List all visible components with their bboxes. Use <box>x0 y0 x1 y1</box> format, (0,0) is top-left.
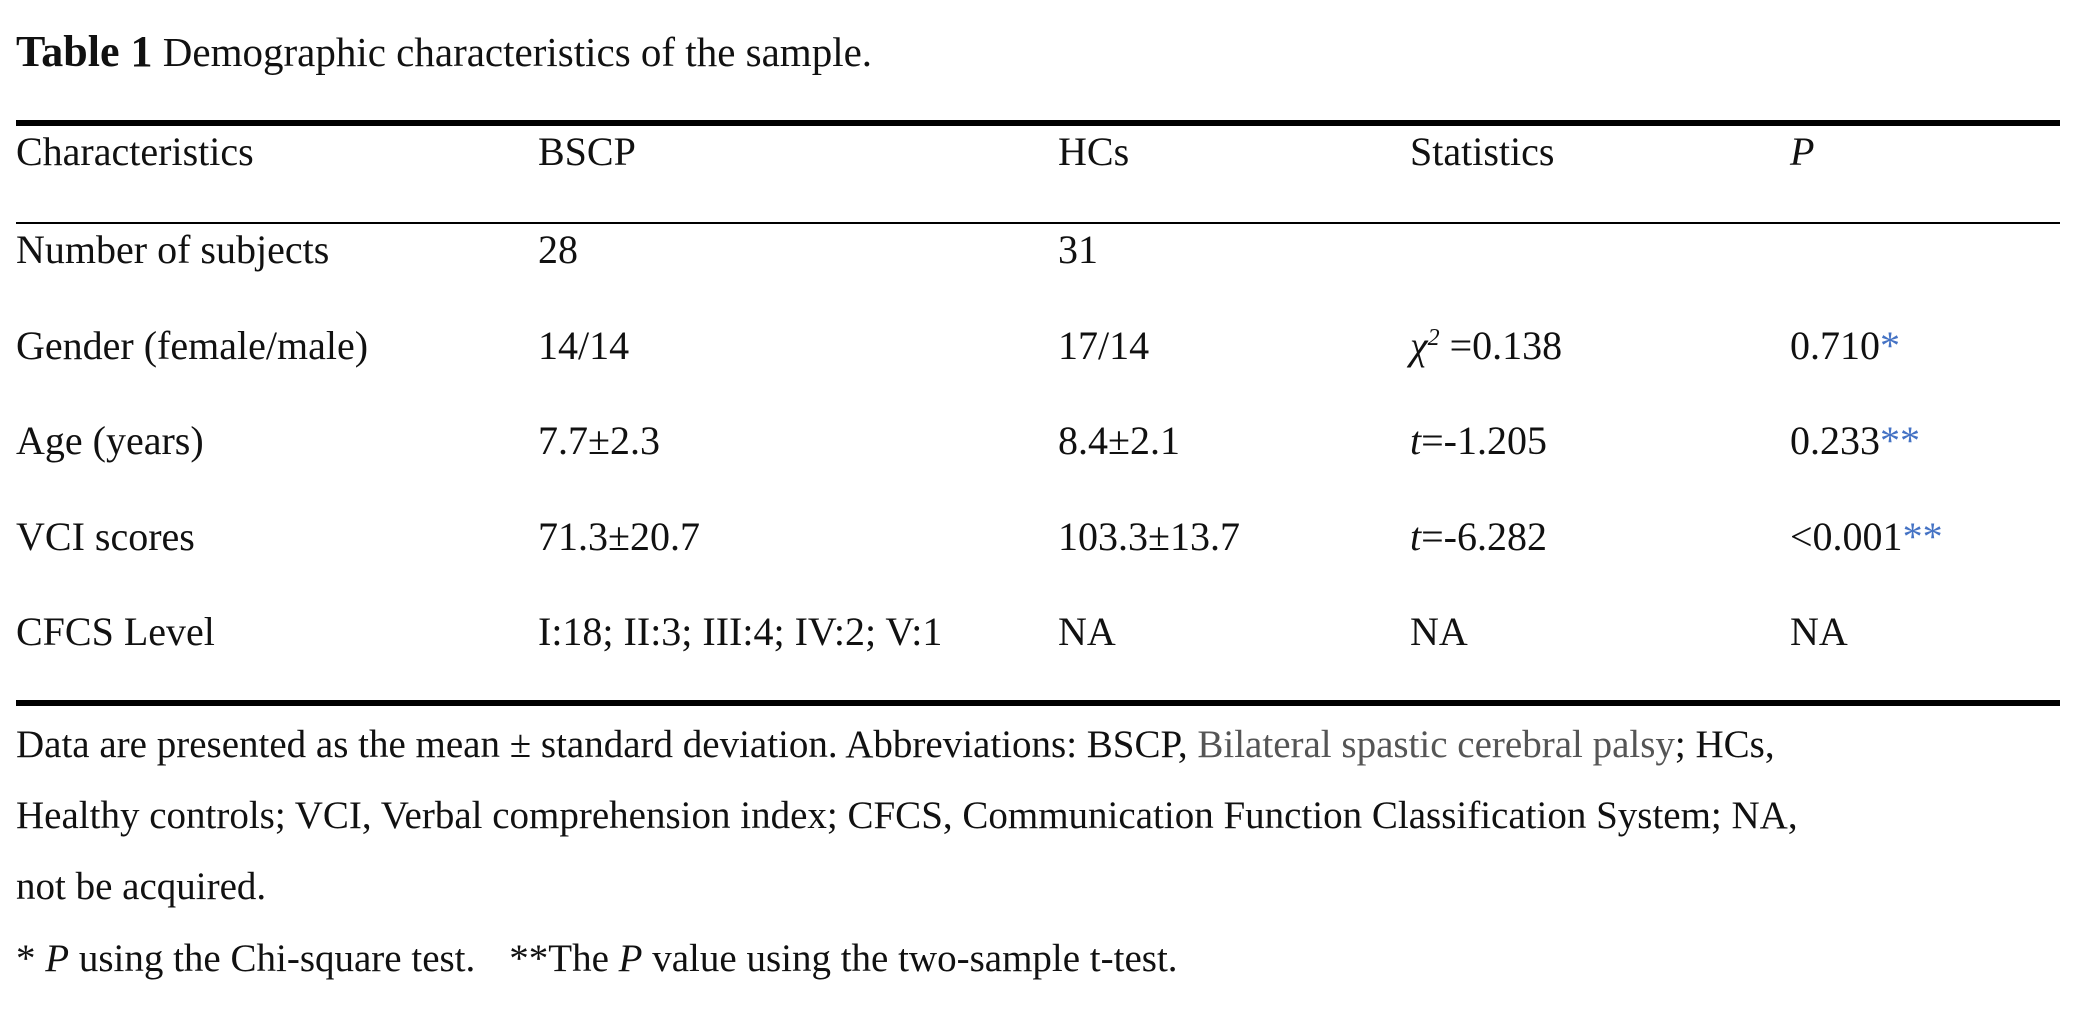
chi-exponent: 2 <box>1427 325 1440 351</box>
table-note-line-3: not be acquired. <box>16 865 267 908</box>
header-p-label: P <box>1790 129 1815 174</box>
table-label: Table 1 <box>16 27 153 76</box>
table-caption <box>16 22 872 82</box>
footnote-a-p: P <box>45 937 70 980</box>
header-characteristics: Characteristics <box>16 129 254 174</box>
note-text: ; HCs, <box>1674 723 1775 766</box>
row-vci-statistic <box>1410 512 1547 562</box>
note-text: Data are presented as the mean ± standard deviation. Abbreviations: BSCP, <box>16 723 1198 766</box>
significance-marker: * <box>1880 323 1900 368</box>
table-note-line-1 <box>16 720 1775 770</box>
significance-marker: ** <box>1880 418 1920 463</box>
row-cfcs-statistic: NA <box>1410 609 1468 654</box>
footnote-b-text: value using the two-sample t-test. <box>642 937 1178 980</box>
p-value: <0.001 <box>1790 514 1903 559</box>
row-gender-hcs: 17/14 <box>1058 323 1150 368</box>
table-title: Demographic characteristics of the sample. <box>152 29 873 75</box>
footnote-b-prefix: **The <box>509 937 619 980</box>
header-bscp: BSCP <box>538 129 636 174</box>
footnote-b-p: P <box>618 937 643 980</box>
note-bscp-definition: Bilateral spastic cerebral palsy <box>1197 723 1675 766</box>
row-subjects-characteristic: Number of subjects <box>16 227 330 272</box>
row-age-bscp: 7.7±2.3 <box>538 418 660 463</box>
row-gender-p <box>1790 321 1900 371</box>
row-subjects-bscp: 28 <box>538 227 578 272</box>
footnote-a-prefix: * <box>16 937 46 980</box>
table-header-rule <box>16 222 2060 224</box>
header-p <box>1790 127 1814 177</box>
t-value: =-1.205 <box>1421 418 1548 463</box>
footnote-a-text: using the Chi-square test. <box>69 937 476 980</box>
table-bottom-rule <box>16 700 2060 706</box>
row-vci-characteristic: VCI scores <box>16 514 195 559</box>
table-note-line-2: Healthy controls; VCI, Verbal comprehension index; CFCS, Communication Function Classification System; NA, <box>16 794 1798 837</box>
row-cfcs-characteristic: CFCS Level <box>16 609 215 654</box>
chi-value: =0.138 <box>1439 323 1563 368</box>
row-cfcs-hcs: NA <box>1058 609 1116 654</box>
row-gender-bscp: 14/14 <box>538 323 630 368</box>
row-age-characteristic: Age (years) <box>16 418 204 463</box>
row-gender-statistic <box>1410 321 1562 371</box>
t-symbol: t <box>1410 514 1422 559</box>
t-value: =-6.282 <box>1421 514 1548 559</box>
row-vci-p <box>1790 512 1943 562</box>
row-age-hcs: 8.4±2.1 <box>1058 418 1180 463</box>
row-age-p <box>1790 416 1920 466</box>
p-value: 0.233 <box>1790 418 1880 463</box>
row-cfcs-bscp: I:18; II:3; III:4; IV:2; V:1 <box>538 609 943 654</box>
table-footnotes <box>16 934 1178 984</box>
row-vci-bscp: 71.3±20.7 <box>538 514 700 559</box>
header-hcs: HCs <box>1058 129 1130 174</box>
chi-symbol: χ <box>1410 323 1428 368</box>
row-gender-characteristic: Gender (female/male) <box>16 323 369 368</box>
row-vci-hcs: 103.3±13.7 <box>1058 514 1240 559</box>
p-value: 0.710 <box>1790 323 1880 368</box>
t-symbol: t <box>1410 418 1422 463</box>
row-subjects-hcs: 31 <box>1058 227 1098 272</box>
header-statistics: Statistics <box>1410 129 1555 174</box>
row-age-statistic <box>1410 416 1547 466</box>
row-cfcs-p: NA <box>1790 609 1848 654</box>
significance-marker: ** <box>1902 514 1943 559</box>
table-top-rule <box>16 120 2060 126</box>
